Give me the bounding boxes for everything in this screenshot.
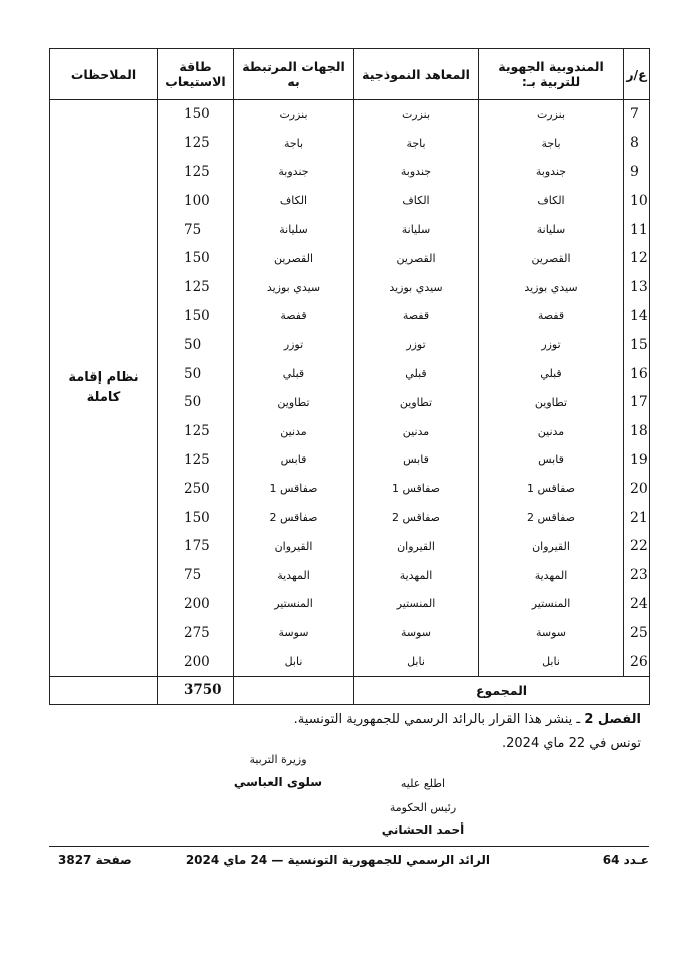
footer-page-number: صفحة 3827: [58, 853, 132, 867]
row-number: 9: [624, 158, 650, 187]
row-related: قبلي: [234, 359, 354, 388]
row-related: جندوبة: [234, 158, 354, 187]
row-institute: سيدي بوزيد: [354, 273, 479, 302]
row-related: المهدية: [234, 561, 354, 590]
footer-divider: [49, 846, 649, 847]
row-institute: جندوبة: [354, 158, 479, 187]
row-institute: سوسة: [354, 618, 479, 647]
row-directorate: سليانة: [479, 215, 624, 244]
row-number: 23: [624, 561, 650, 590]
header-institutes: المعاهد النموذجية: [354, 49, 479, 100]
row-institute: توزر: [354, 330, 479, 359]
row-institute: قبلي: [354, 359, 479, 388]
row-capacity: 75: [158, 561, 234, 590]
row-directorate: قفصة: [479, 302, 624, 331]
row-directorate: قابس: [479, 446, 624, 475]
total-value: 3750: [158, 676, 234, 704]
row-directorate: نابل: [479, 647, 624, 676]
row-capacity: 200: [158, 590, 234, 619]
footer-gazette-title: الرائد الرسمي للجمهورية التونسية — 24 ماي 2024: [185, 853, 490, 867]
minister-signature: [218, 748, 338, 792]
row-directorate: توزر: [479, 330, 624, 359]
row-related: باجة: [234, 129, 354, 158]
footer-issue: عـدد 64: [602, 853, 649, 867]
row-capacity: 150: [158, 100, 234, 129]
row-number: 14: [624, 302, 650, 331]
row-capacity: 200: [158, 647, 234, 676]
row-directorate: الكاف: [479, 186, 624, 215]
row-directorate: القصرين: [479, 244, 624, 273]
minister-role: وزيرة التربية: [249, 753, 307, 766]
chapter-tag: الفصل 2: [584, 712, 641, 727]
row-related: توزر: [234, 330, 354, 359]
row-institute: صفاقس 1: [354, 474, 479, 503]
row-related: سيدي بوزيد: [234, 273, 354, 302]
row-capacity: 125: [158, 417, 234, 446]
row-number: 8: [624, 129, 650, 158]
row-number: 12: [624, 244, 650, 273]
total-row: [50, 676, 650, 704]
row-number: 18: [624, 417, 650, 446]
table-body: [50, 100, 650, 677]
row-institute: القيروان: [354, 532, 479, 561]
row-directorate: صفاقس 1: [479, 474, 624, 503]
row-capacity: 150: [158, 302, 234, 331]
row-institute: نابل: [354, 647, 479, 676]
row-institute: باجة: [354, 129, 479, 158]
row-institute: الكاف: [354, 186, 479, 215]
row-related: المنستير: [234, 590, 354, 619]
row-number: 21: [624, 503, 650, 532]
row-related: سوسة: [234, 618, 354, 647]
row-number: 10: [624, 186, 650, 215]
row-institute: تطاوين: [354, 388, 479, 417]
row-directorate: بنزرت: [479, 100, 624, 129]
row-related: مدنين: [234, 417, 354, 446]
row-capacity: 50: [158, 359, 234, 388]
row-capacity: 175: [158, 532, 234, 561]
header-notes: الملاحظات: [50, 49, 158, 100]
row-number: 7: [624, 100, 650, 129]
pm-name: أحمد الحشاني: [381, 823, 465, 837]
header-num: ع/ر: [624, 49, 650, 100]
row-capacity: 150: [158, 244, 234, 273]
row-capacity: 50: [158, 388, 234, 417]
row-number: 16: [624, 359, 650, 388]
capacity-table: [49, 48, 650, 705]
row-directorate: سيدي بوزيد: [479, 273, 624, 302]
row-institute: المهدية: [354, 561, 479, 590]
pm-role: رئيس الحكومة: [389, 801, 457, 814]
date-line: تونس في 22 ماي 2024.: [502, 736, 641, 751]
minister-name: سلوى العباسي: [233, 775, 323, 789]
chapter-text: ـ ينشر هذا القرار بالرائد الرسمي للجمهورية التونسية.: [293, 712, 585, 727]
row-number: 11: [624, 215, 650, 244]
row-related: بنزرت: [234, 100, 354, 129]
row-number: 20: [624, 474, 650, 503]
row-directorate: مدنين: [479, 417, 624, 446]
row-institute: القصرين: [354, 244, 479, 273]
row-related: تطاوين: [234, 388, 354, 417]
row-related: قفصة: [234, 302, 354, 331]
row-related: نابل: [234, 647, 354, 676]
row-related: قابس: [234, 446, 354, 475]
row-directorate: المهدية: [479, 561, 624, 590]
row-capacity: 150: [158, 503, 234, 532]
header-capacity: طاقة الاستيعاب: [158, 49, 234, 100]
row-capacity: 125: [158, 129, 234, 158]
row-directorate: قبلي: [479, 359, 624, 388]
row-capacity: 100: [158, 186, 234, 215]
row-directorate: جندوبة: [479, 158, 624, 187]
total-label: المجموع: [354, 676, 650, 704]
row-directorate: صفاقس 2: [479, 503, 624, 532]
row-related: الكاف: [234, 186, 354, 215]
row-institute: المنستير: [354, 590, 479, 619]
row-institute: قفصة: [354, 302, 479, 331]
row-capacity: 75: [158, 215, 234, 244]
row-directorate: المنستير: [479, 590, 624, 619]
total-notes-cell: [50, 676, 158, 704]
notes-cell: نظام إقامة كاملة: [50, 100, 158, 677]
table-header-row: [50, 49, 650, 100]
row-capacity: 275: [158, 618, 234, 647]
row-related: القصرين: [234, 244, 354, 273]
chapter-paragraph: [294, 712, 641, 727]
row-number: 13: [624, 273, 650, 302]
row-related: صفاقس 2: [234, 503, 354, 532]
row-capacity: 125: [158, 273, 234, 302]
pm-signature: [368, 772, 478, 840]
row-number: 22: [624, 532, 650, 561]
row-related: سليانة: [234, 215, 354, 244]
row-related: صفاقس 1: [234, 474, 354, 503]
header-related: الجهات المرتبطة به: [234, 49, 354, 100]
row-institute: قابس: [354, 446, 479, 475]
row-directorate: القيروان: [479, 532, 624, 561]
row-number: 19: [624, 446, 650, 475]
row-number: 15: [624, 330, 650, 359]
row-institute: مدنين: [354, 417, 479, 446]
row-directorate: باجة: [479, 129, 624, 158]
row-number: 17: [624, 388, 650, 417]
row-capacity: 250: [158, 474, 234, 503]
row-capacity: 50: [158, 330, 234, 359]
table-row: [50, 100, 650, 129]
row-institute: صفاقس 2: [354, 503, 479, 532]
row-number: 26: [624, 647, 650, 676]
total-spacer: [234, 676, 354, 704]
row-related: القيروان: [234, 532, 354, 561]
row-capacity: 125: [158, 446, 234, 475]
approval-label: اطلع عليه: [400, 777, 446, 790]
row-number: 25: [624, 618, 650, 647]
row-number: 24: [624, 590, 650, 619]
header-directorate: المندوبية الجهوية للتربية بـ:: [479, 49, 624, 100]
row-institute: سليانة: [354, 215, 479, 244]
row-directorate: تطاوين: [479, 388, 624, 417]
row-institute: بنزرت: [354, 100, 479, 129]
row-capacity: 125: [158, 158, 234, 187]
row-directorate: سوسة: [479, 618, 624, 647]
